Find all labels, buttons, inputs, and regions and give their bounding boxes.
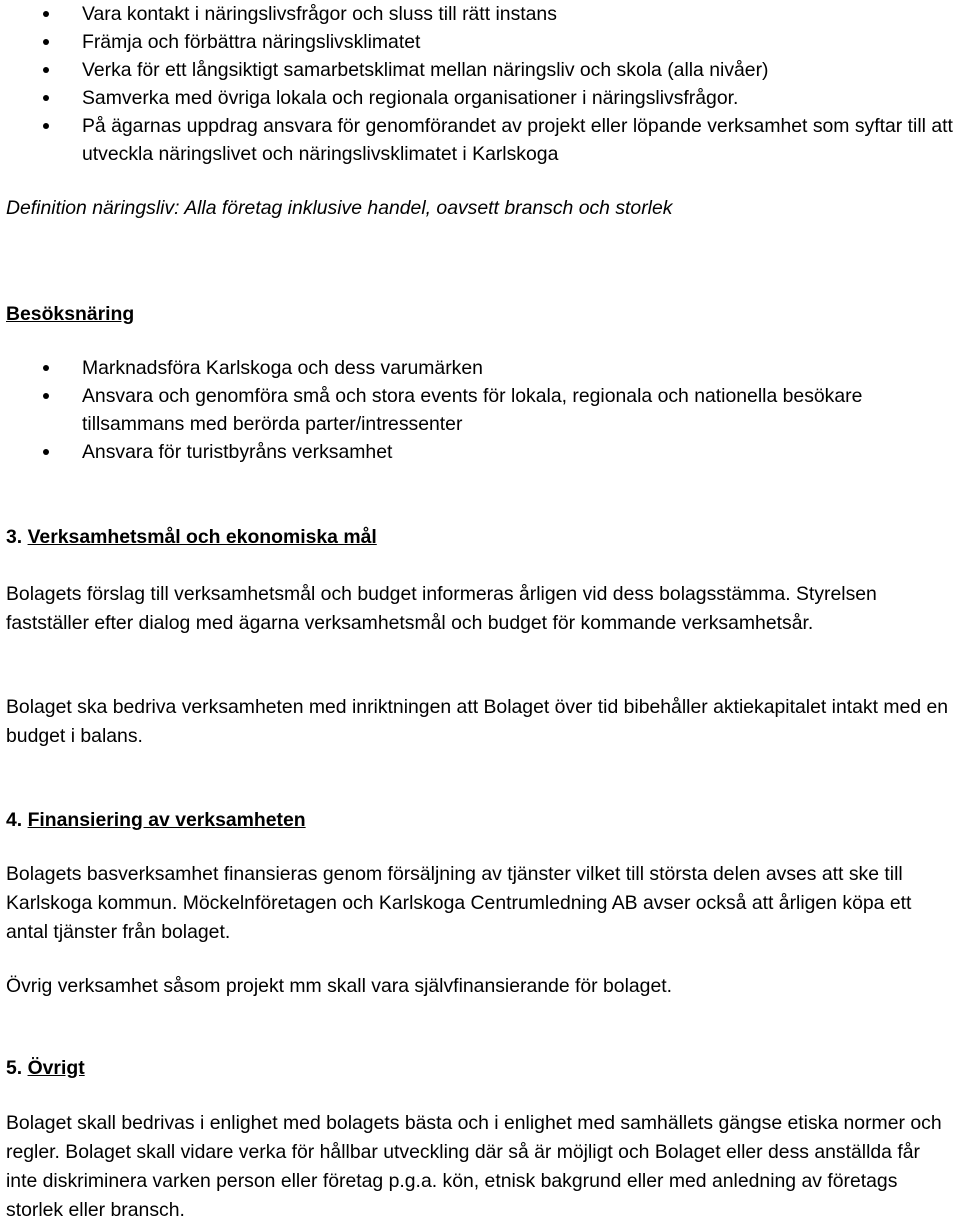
section-number: 4. [6,809,23,831]
section-title: Övrigt [27,1057,85,1079]
bullet-icon [43,11,49,17]
section-4-heading [6,809,306,832]
definition-text: Definition näringsliv: Alla företag inklusive handel, oavsett bransch och storlek [6,197,673,219]
list-item [0,84,960,112]
paragraph: Bolaget skall bedrivas i enlighet med bolagets bästa och i enlighet med samhällets gängse etiska normer och regler. Bolaget skall vidare verka för hållbar utveckling där så är möjligt och Bolaget eller dess anställda får inte diskriminera varken person eller företag p.g.a. kön, etnisk bakgrund eller med anledning av företags storlek eller bransch. [6,1112,942,1221]
paragraph: Bolagets förslag till verksamhetsmål och budget informeras årligen vid dess bolagsstämma. Styrelsen fastställer efter dialog med ägarna verksamhetsmål och budget för kommande verksamhetsår. [6,583,877,634]
bullet-icon [43,39,49,45]
list-item-text: Främja och förbättra näringslivsklimatet [82,31,421,53]
paragraph: Övrig verksamhet såsom projekt mm skall vara självfinansierande för bolaget. [6,975,673,997]
list-item-text: Ansvara för turistbyråns verksamhet [82,441,393,463]
bullet-icon [43,95,49,101]
list-item-text: Vara kontakt i näringslivsfrågor och sluss till rätt instans [82,3,557,25]
bullet-icon [43,365,49,371]
besoksnaring-bullet-list [0,354,960,466]
section-title: Finansiering av verksamheten [27,809,306,831]
list-item-text: På ägarnas uppdrag ansvara för genomförandet av projekt eller löpande verksamhet som syftar till att utveckla näringslivet och näringslivsklimatet i Karlskoga [82,115,953,165]
section-3-heading [6,526,377,549]
besoksnaring-heading: Besöksnäring [6,303,135,325]
list-item [0,28,960,56]
paragraph: Bolaget ska bedriva verksamheten med inriktningen att Bolaget över tid bibehåller aktiekapitalet intakt med en budget i balans. [6,696,949,747]
bullet-icon [43,393,49,399]
list-item [0,0,960,28]
paragraph: Bolagets basverksamhet finansieras genom försäljning av tjänster vilket till största delen avses att ske till Karlskoga kommun. Möckelnföretagen och Karlskoga Centrumledning AB avser också att årligen köpa ett antal tjänster från bolaget. [6,863,912,943]
list-item [0,354,960,382]
list-item-text: Verka för ett långsiktigt samarbetsklimat mellan näringsliv och skola (alla nivåer) [82,59,769,81]
list-item [0,112,960,168]
list-item [0,438,960,466]
bullet-icon [43,123,49,129]
list-item-text: Marknadsföra Karlskoga och dess varumärken [82,357,483,379]
list-item-text: Samverka med övriga lokala och regionala organisationer i näringslivsfrågor. [82,87,739,109]
section-title: Verksamhetsmål och ekonomiska mål [27,526,377,548]
section-number: 5. [6,1057,23,1079]
bullet-icon [43,67,49,73]
list-item [0,382,960,438]
section-number: 3. [6,526,23,548]
section-5-heading [6,1057,85,1080]
top-bullet-list [0,0,960,168]
list-item-text: Ansvara och genomföra små och stora events för lokala, regionala och nationella besökare tillsammans med berörda parter/intressenter [82,385,863,435]
bullet-icon [43,449,49,455]
list-item [0,56,960,84]
